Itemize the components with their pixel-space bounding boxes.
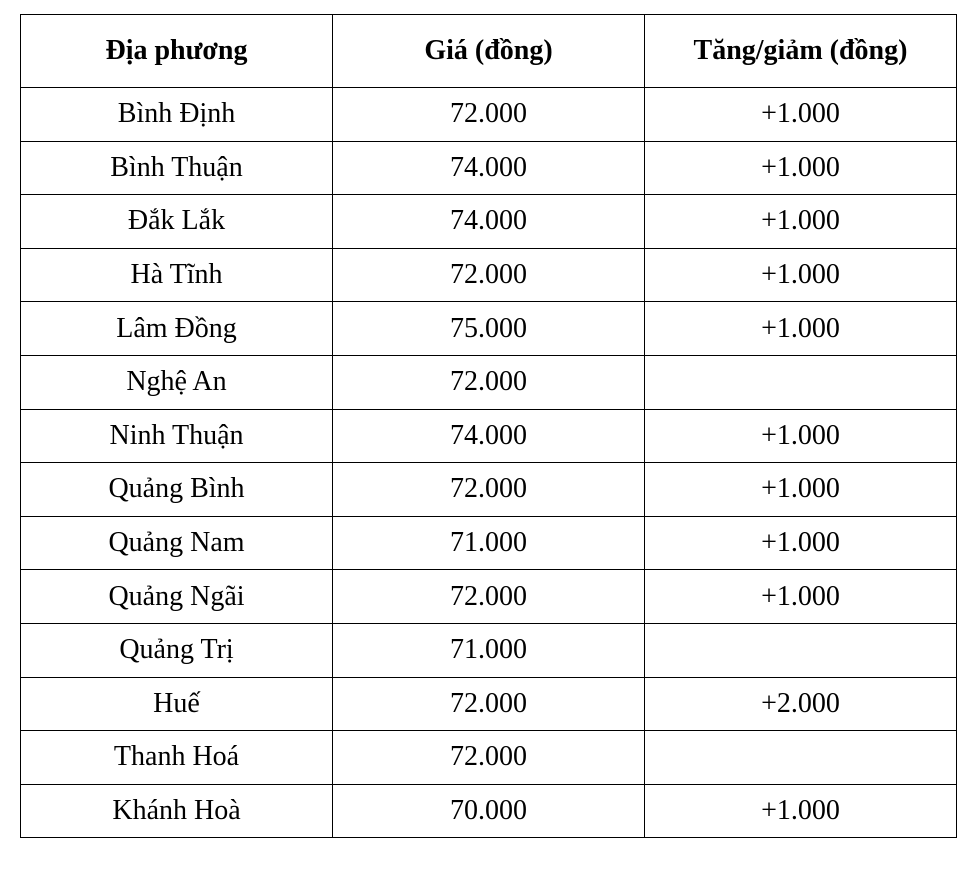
cell-change: +1.000 [645, 516, 957, 570]
cell-price: 72.000 [333, 355, 645, 409]
cell-region: Hà Tĩnh [21, 248, 333, 302]
cell-region: Quảng Nam [21, 516, 333, 570]
cell-price: 75.000 [333, 302, 645, 356]
table-row [21, 516, 957, 570]
cell-region: Quảng Bình [21, 463, 333, 517]
cell-region: Bình Định [21, 88, 333, 142]
cell-region: Thanh Hoá [21, 731, 333, 785]
cell-region: Huế [21, 677, 333, 731]
table-body [21, 88, 957, 838]
header-change: Tăng/giảm (đồng) [645, 15, 957, 88]
table-row [21, 463, 957, 517]
cell-price: 72.000 [333, 677, 645, 731]
cell-change: +1.000 [645, 195, 957, 249]
cell-change: +1.000 [645, 409, 957, 463]
table-row [21, 355, 957, 409]
table-row [21, 570, 957, 624]
cell-price: 72.000 [333, 88, 645, 142]
header-price: Giá (đồng) [333, 15, 645, 88]
cell-region: Khánh Hoà [21, 784, 333, 838]
cell-price: 71.000 [333, 623, 645, 677]
table-header [21, 15, 957, 88]
cell-change: +1.000 [645, 784, 957, 838]
cell-change [645, 731, 957, 785]
table-row [21, 141, 957, 195]
cell-price: 72.000 [333, 248, 645, 302]
table-row [21, 784, 957, 838]
cell-change: +1.000 [645, 141, 957, 195]
table-row [21, 195, 957, 249]
cell-region: Ninh Thuận [21, 409, 333, 463]
header-row [21, 15, 957, 88]
cell-change [645, 355, 957, 409]
cell-region: Bình Thuận [21, 141, 333, 195]
cell-change: +1.000 [645, 248, 957, 302]
cell-price: 74.000 [333, 141, 645, 195]
cell-change: +1.000 [645, 570, 957, 624]
cell-price: 72.000 [333, 731, 645, 785]
cell-region: Nghệ An [21, 355, 333, 409]
cell-region: Lâm Đồng [21, 302, 333, 356]
cell-change: +1.000 [645, 88, 957, 142]
cell-price: 74.000 [333, 409, 645, 463]
price-table [20, 14, 957, 838]
cell-change: +2.000 [645, 677, 957, 731]
table-row [21, 623, 957, 677]
table-row [21, 731, 957, 785]
cell-change: +1.000 [645, 302, 957, 356]
cell-region: Quảng Ngãi [21, 570, 333, 624]
cell-region: Quảng Trị [21, 623, 333, 677]
cell-change: +1.000 [645, 463, 957, 517]
cell-price: 71.000 [333, 516, 645, 570]
table-row [21, 248, 957, 302]
cell-change [645, 623, 957, 677]
table-row [21, 409, 957, 463]
cell-price: 72.000 [333, 570, 645, 624]
header-region: Địa phương [21, 15, 333, 88]
table-row [21, 677, 957, 731]
cell-region: Đắk Lắk [21, 195, 333, 249]
table-row [21, 88, 957, 142]
cell-price: 74.000 [333, 195, 645, 249]
cell-price: 72.000 [333, 463, 645, 517]
cell-price: 70.000 [333, 784, 645, 838]
table-row [21, 302, 957, 356]
